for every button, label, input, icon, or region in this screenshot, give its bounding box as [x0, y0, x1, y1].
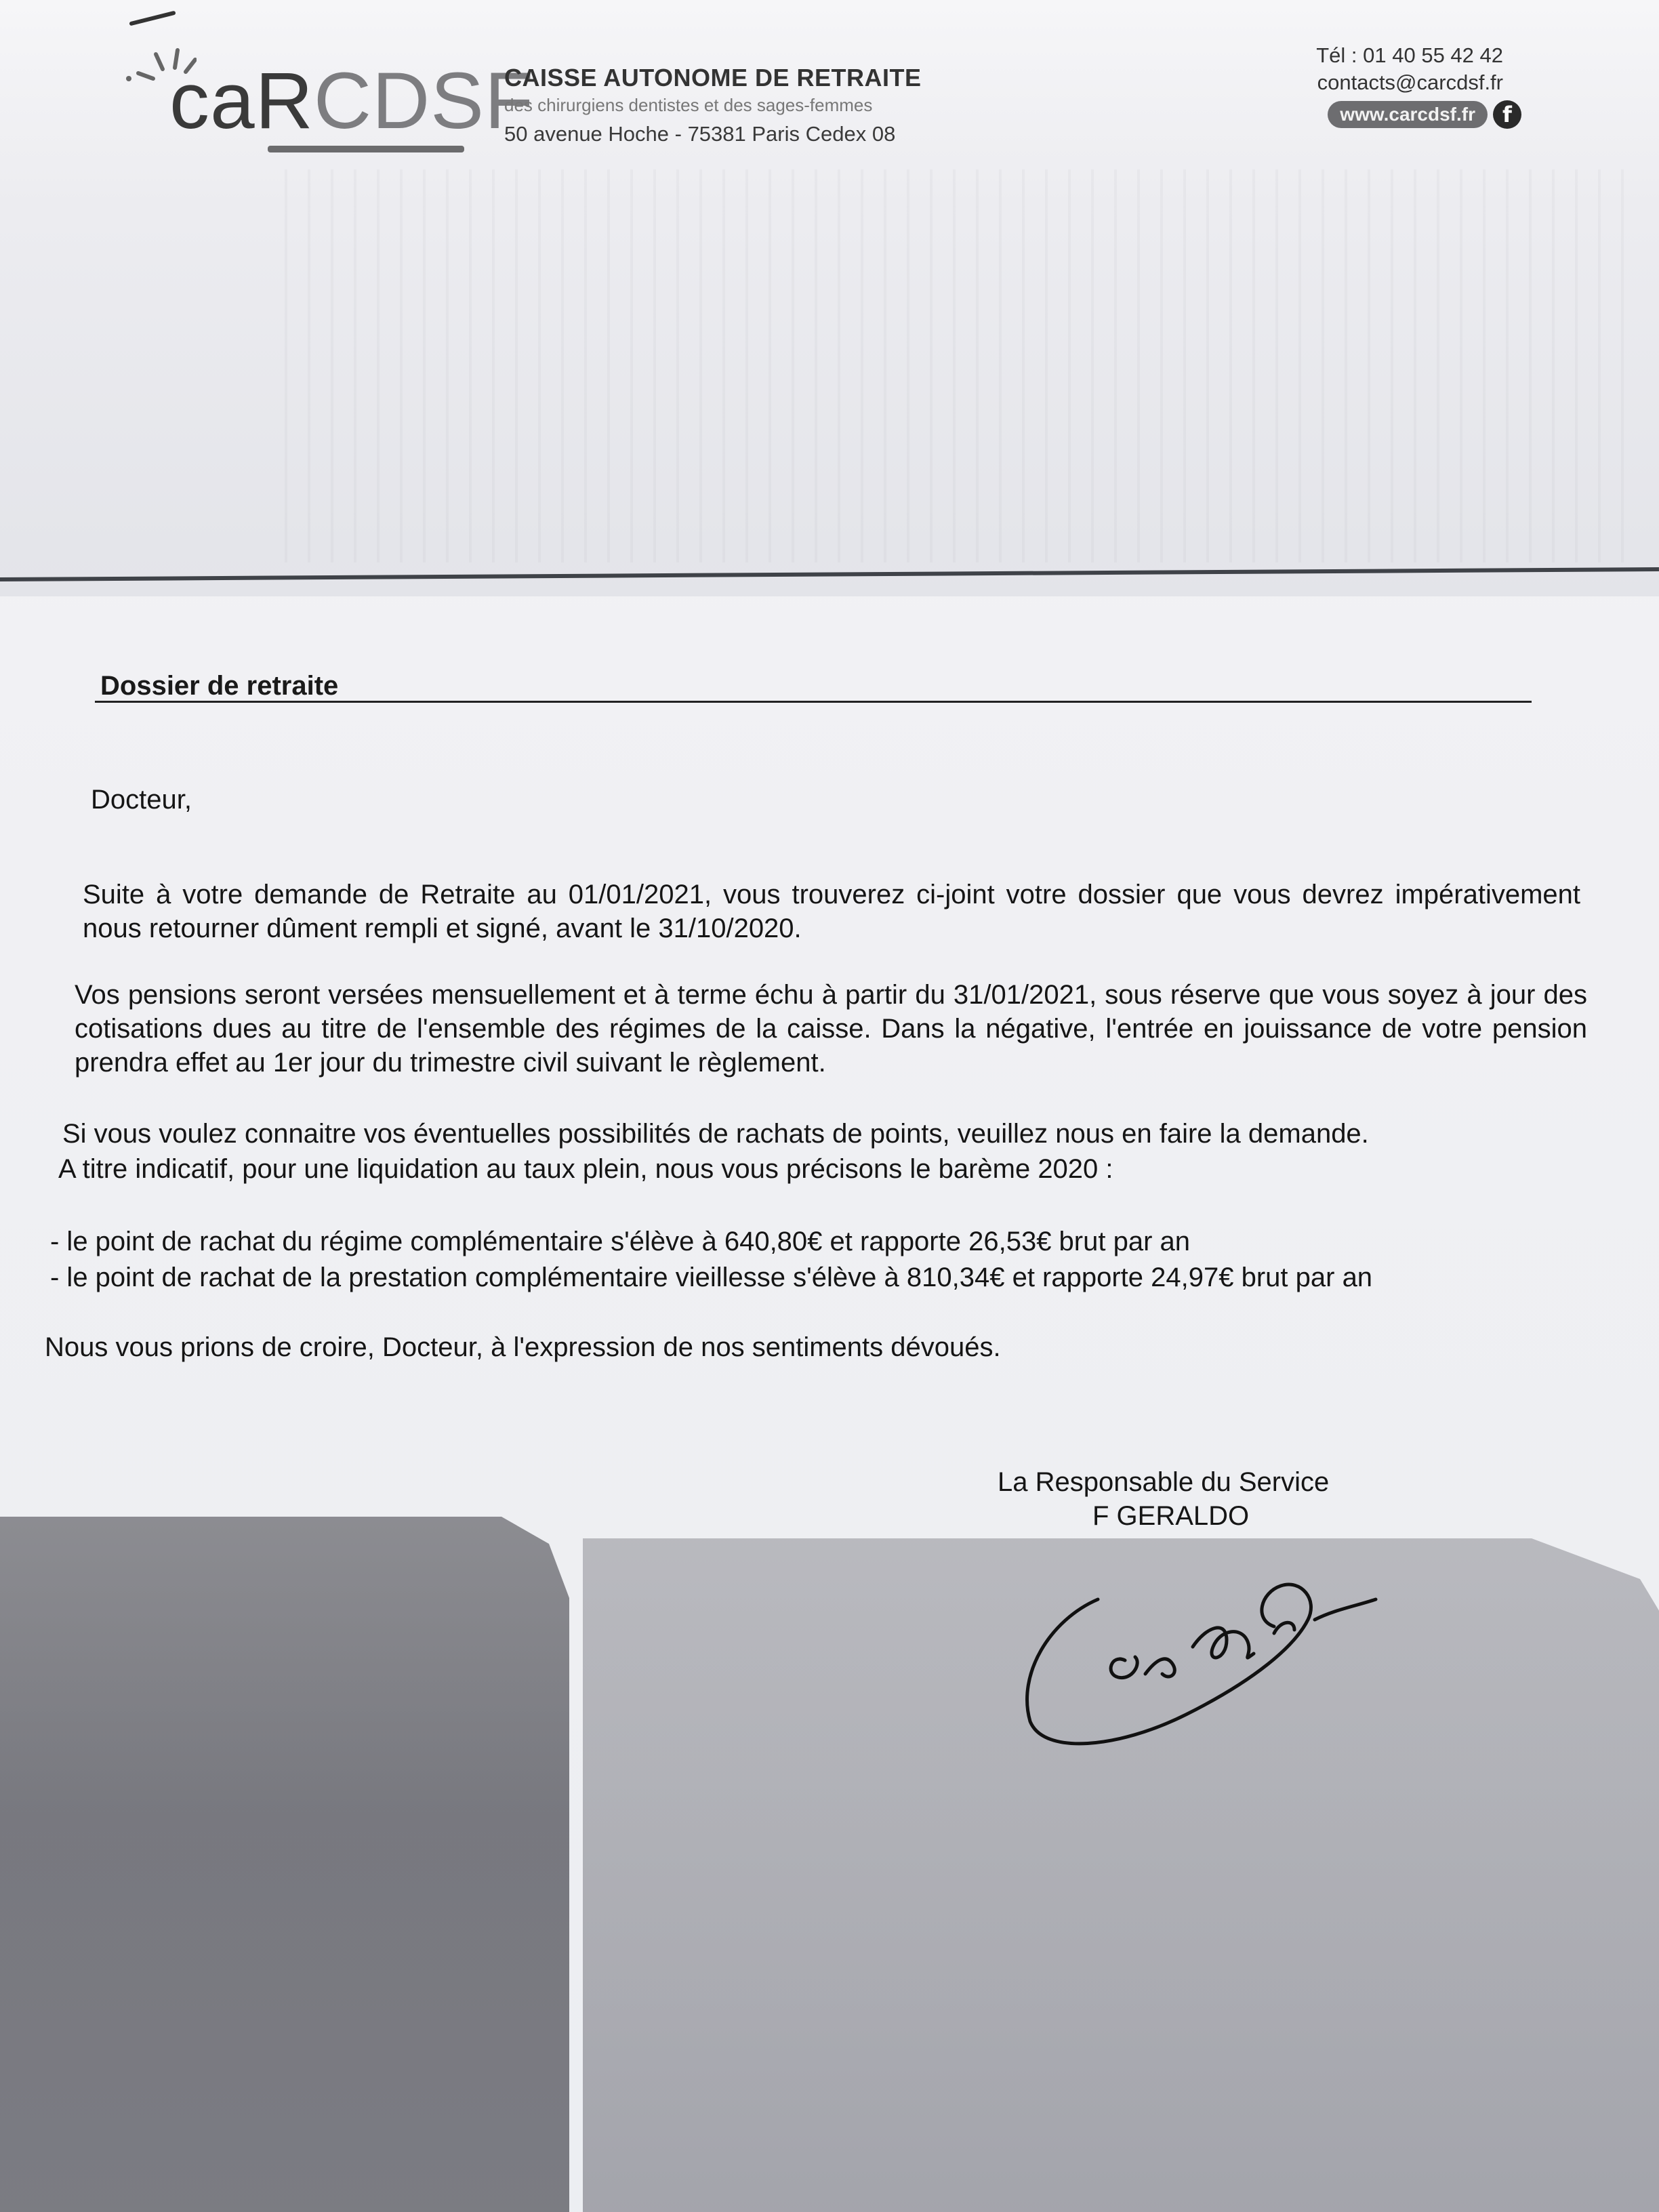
- org-name: CAISSE AUTONOME DE RETRAITE: [504, 64, 922, 91]
- closing-formula: Nous vous prions de croire, Docteur, à l'expression de nos sentiments dévoués.: [45, 1332, 1001, 1362]
- handwritten-signature: [1010, 1545, 1396, 1769]
- logo-car-text: caR: [169, 56, 314, 146]
- contact-email: contacts@carcdsf.fr: [1317, 70, 1503, 94]
- signatory-role: La Responsable du Service: [998, 1467, 1330, 1497]
- signatory-name: F GERALDO: [1092, 1501, 1250, 1531]
- org-address: 50 avenue Hoche - 75381 Paris Cedex 08: [504, 122, 896, 146]
- facebook-icon: f: [1493, 100, 1521, 129]
- paragraph-2: Vos pensions seront versées mensuellement et à terme échu à partir du 31/01/2021, sous réserve que vous soyez à jour des cotisations dues au titre de l'ensemble des régimes de la caisse. Dans la négative, l'entrée en jouissance de votre pension prendra effet au 1er jour du trimestre civil suivant le règlement.: [75, 980, 1587, 1078]
- logo-cdsf-text: CDSF: [313, 56, 535, 146]
- salutation: Docteur,: [91, 785, 192, 815]
- logo-underline: [268, 146, 464, 152]
- paragraph-3-line-1: Si vous voulez connaitre vos éventuelles possibilités de rachats de points, veuillez nous en faire la demande.: [62, 1119, 1369, 1149]
- subject-underline: [95, 701, 1532, 703]
- website-badge: www.carcdsf.fr: [1328, 101, 1488, 128]
- contact-phone: Tél : 01 40 55 42 42: [1316, 43, 1503, 67]
- paragraph-1: Suite à votre demande de Retraite au 01/01/2021, vous trouverez ci-joint votre dossier que vous devrez impérativement nous retourner dûment rempli et signé, avant le 31/10/2020.: [83, 880, 1580, 943]
- website-row: [1328, 100, 1521, 129]
- letter-header: [0, 0, 1659, 596]
- logo-wordmark: [169, 56, 535, 146]
- pen-mark: [129, 11, 176, 26]
- carcdsf-logo: [122, 41, 535, 156]
- bleed-through-text: [285, 169, 1640, 562]
- letter-subject: Dossier de retraite: [100, 671, 339, 701]
- org-subtitle: des chirurgiens dentistes et des sages-femmes: [504, 95, 873, 115]
- bullet-item: - le point de rachat du régime complémentaire s'élève à 640,80€ et rapporte 26,53€ brut par an: [50, 1227, 1191, 1256]
- bullet-item: - le point de rachat de la prestation complémentaire vieillesse s'élève à 810,34€ et rapporte 24,97€ brut par an: [50, 1263, 1373, 1292]
- paragraph-3-line-2: A titre indicatif, pour une liquidation au taux plein, nous vous précisons le barème 2020 :: [58, 1154, 1113, 1184]
